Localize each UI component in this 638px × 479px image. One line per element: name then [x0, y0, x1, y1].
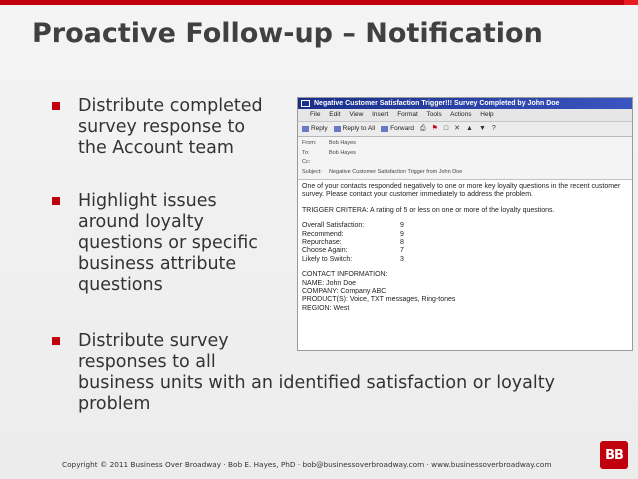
header-to: To: Bob Hayes [302, 149, 356, 156]
help-icon[interactable]: ? [491, 125, 496, 132]
business-over-broadway-logo: BB [600, 441, 628, 469]
email-header [298, 137, 632, 180]
score-row: Repurchase: 8 [302, 239, 404, 247]
email-trigger: TRIGGER CRITERA: A rating of 5 or less on one or more of the loyalty questions. [302, 206, 555, 214]
email-title-bar [298, 98, 632, 109]
menu-format[interactable]: Format [397, 111, 418, 118]
bullet-1-text: Distribute completed survey response to the Account team [78, 96, 263, 158]
forward-button[interactable]: Forward [381, 122, 414, 136]
bullet-marker [52, 337, 60, 345]
bullet-marker [52, 197, 60, 205]
previous-icon[interactable]: ▲ [466, 125, 473, 132]
reply-icon [302, 126, 309, 132]
reply-all-button[interactable]: Reply to All [334, 122, 376, 136]
email-body [298, 180, 632, 313]
menu-tools[interactable]: Tools [426, 111, 442, 118]
email-screenshot [297, 97, 633, 351]
score-row: Overall Satisfaction: 9 [302, 222, 404, 230]
bullet-3-text: Distribute survey responses to all [78, 331, 229, 372]
menu-edit[interactable]: Edit [329, 111, 341, 118]
menu-insert[interactable]: Insert [372, 111, 389, 118]
score-row: Likely to Switch: 3 [302, 255, 404, 263]
reply-button[interactable]: Reply [302, 122, 328, 136]
email-intro: One of your contacts responded negatively to one or more key loyalty questions in the recent customer survey. Please contact your customer immediately to address the problem. [302, 183, 621, 199]
email-window-title: Negative Customer Satisfaction Trigger!!! Survey Completed by John Doe [314, 100, 560, 107]
next-icon[interactable]: ▼ [478, 125, 486, 132]
score-row: Recommend: 9 [302, 230, 404, 238]
header-cc: Cc: [302, 159, 311, 165]
copyright-footer: Copyright © 2011 Business Over Broadway · Bob E. Hayes, PhD · bob@businessoverbroadway.com · www.businessoverbroadway.com [62, 460, 552, 469]
move-icon[interactable]: □ [443, 125, 449, 132]
score-list [302, 222, 632, 264]
print-icon[interactable]: ⎙ [420, 125, 426, 132]
header-from: From: Bob Hayes [302, 140, 356, 146]
bullet-marker [52, 102, 60, 110]
menu-view[interactable]: View [349, 111, 364, 118]
envelope-icon [301, 100, 310, 107]
slide-title: Proactive Follow-up – Notification [32, 18, 543, 49]
header-subject: Subject: Negative Customer Satisfaction Trigger from John Doe [302, 168, 463, 175]
menu-file[interactable]: File [310, 111, 321, 118]
score-row: Choose Again: 7 [302, 247, 404, 255]
forward-icon [381, 126, 388, 132]
delete-icon[interactable]: ✕ [454, 125, 460, 132]
reply-all-icon [334, 126, 341, 132]
top-accent-bar [0, 0, 638, 5]
contact-info: CONTACT INFORMATION: NAME: John Doe COMPANY: Company ABC PRODUCT(S): Voice, TXT messages, Ring-tones REGION: West [302, 271, 456, 312]
top-accent-corner [624, 0, 638, 5]
bullet-1 [52, 96, 272, 159]
email-menu-bar [298, 109, 632, 122]
bullet-2-text: Highlight issues around loyalty questions or specific business attribute questions [78, 191, 258, 295]
menu-actions[interactable]: Actions [450, 111, 472, 118]
email-toolbar [298, 122, 632, 137]
bullet-2 [52, 191, 272, 296]
flag-icon[interactable]: ⚑ [431, 125, 438, 132]
bullet-3-tail: business units with an identified satisfaction or loyalty problem [78, 373, 555, 414]
menu-help[interactable]: Help [480, 111, 494, 118]
